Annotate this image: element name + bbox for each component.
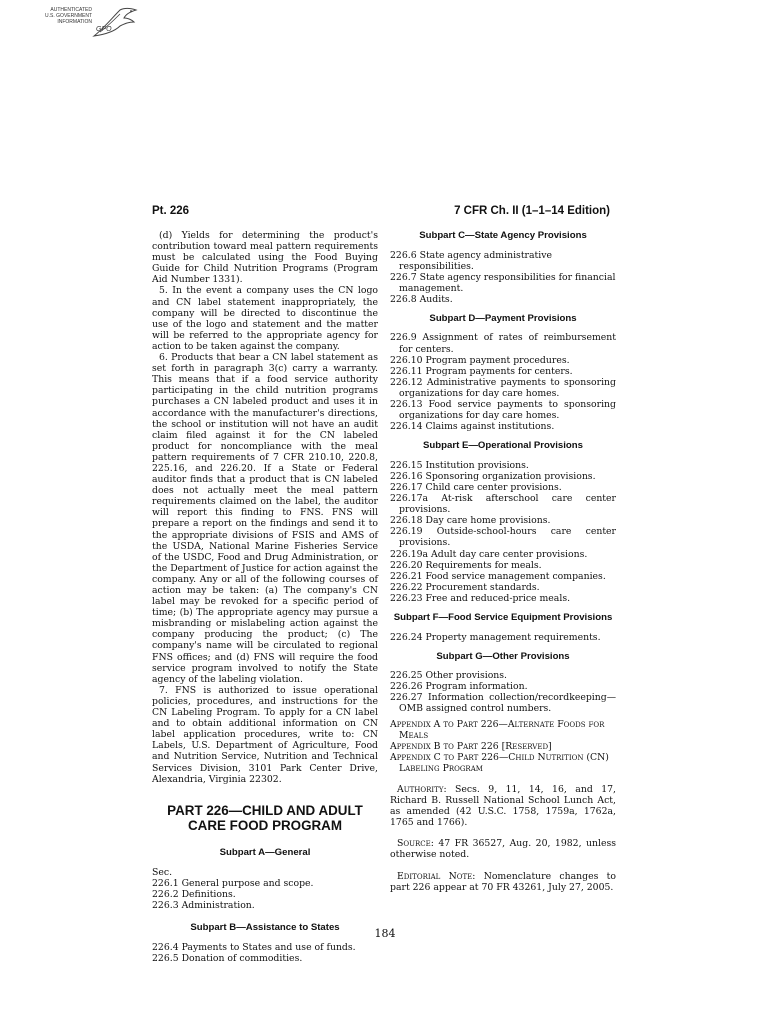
logo-line-1: AUTHENTICATED (50, 7, 92, 13)
paragraph-6: 6. Products that bear a CN label statement as set forth in paragraph 3(c) carry a warranty. This means that if a food service authority participating in the child nutrition programs purchases a CN labeled product and uses it in accordance with the manufacturer's directions, the school or institution will not have an audit claim filed against it for the CN labeled product for noncompliance with the meal pattern requirements of 7 CFR 210.10, 220.8, 225.16, and 226.20. If a State or Federal auditor finds that a product that is CN labeled does not actually meet the meal pattern requirements claimed on the label, the auditor will report this finding to FNS. FNS will prepare a report on the findings and send it to the appropriate divisions of FSIS and AMS of the USDA, National Marine Fisheries Service of the USDC, Food and Drug Administration, or the Department of Justice for action against the company. Any or all of the following courses of action may be taken: (a) The company's CN label may be revoked for a specific period of time; (b) The appropriate agency may pursue a misbranding or mislabeling action against the company producing the product; (c) The company's name will be circulated to regional FNS offices; and (d) FNS will require the food service program involved to notify the State agency of the labeling violation. (152, 352, 378, 685)
toc-item: 226.17 Child care center provisions. (390, 482, 562, 493)
part-title: PART 226—CHILD AND ADULT CARE FOOD PROGRAM (167, 802, 363, 833)
subpart-e-heading: Subpart E—Operational Provisions (423, 440, 583, 452)
paragraph-5: 5. In the event a company uses the CN logo and CN label statement inappropriately, the company will be directed to discontinue the use of the logo and statement and the matter will be referred to the appropriate agency for action to be taken against the company. (152, 285, 378, 352)
toc-item: 226.4 Payments to States and use of funds. (152, 942, 356, 954)
toc-item: 226.1 General purpose and scope. (152, 878, 314, 890)
subpart-d-heading: Subpart D—Payment Provisions (429, 312, 577, 324)
toc-item: 226.5 Donation of commodities. (152, 953, 303, 965)
subpart-g-list (390, 670, 616, 714)
appendix-item: Appendix B to Part 226 [Reserved] (390, 740, 552, 752)
subpart-a-list (152, 878, 378, 911)
editorial-lead: Editorial Note: (397, 870, 476, 882)
toc-item: 226.26 Program information. (390, 681, 528, 693)
toc-item: 226.13 Food service payments to sponsoring organizations for day care homes. (390, 399, 616, 422)
subpart-c-list (390, 250, 616, 305)
authority-lead: Authority: (397, 783, 447, 795)
authority-text: Secs. 9, 11, 14, 16, and 17, Richard B. Russell National School Lunch Act, as amended (42 U.S.C. 1758, 1759a, 1762a, 1765 and 1766). (390, 783, 616, 829)
toc-item: 226.23 Free and reduced-price meals. (390, 592, 571, 604)
toc-item: 226.11 Program payments for centers. (390, 365, 573, 377)
toc-item: 226.21 Food service management companies. (390, 570, 606, 582)
subpart-f-list (390, 632, 616, 643)
eagle-icon (90, 6, 140, 42)
toc-item: 226.20 Requirements for meals. (390, 559, 542, 571)
paragraph-7: 7. FNS is authorized to issue operational policies, procedures, and instructions for the CN Labeling Program. To apply for a CN label and to obtain additional information on CN label application procedures, write to: CN Labels, U.S. Department of Agriculture, Food and Nutrition Service, Nutrition and Technical Services Division, 3101 Park Center Drive, Alexandria, Virginia 22302. (152, 684, 378, 785)
sec-label: Sec. (152, 867, 173, 879)
toc-item: 226.19a Adult day care center provisions. (390, 548, 588, 560)
source-note (390, 838, 616, 860)
toc-item: 226.27 Information collection/recordkeeping—OMB assigned control numbers. (390, 692, 616, 715)
toc-item: 226.6 State agency administrative responsibilities. (390, 249, 553, 272)
paragraph-d: (d) Yields for determining the product's contribution toward meal pattern requirements must be calculated using the Food Buying Guide for Child Nutrition Programs (Program Aid Number 1331). (152, 230, 378, 286)
authority-note (390, 784, 616, 828)
toc-item: 226.2 Definitions. (152, 889, 236, 901)
source-text: 47 FR 36527, Aug. 20, 1982, unless otherwise noted. (390, 838, 616, 861)
toc-item: 226.22 Procurement standards. (390, 581, 540, 593)
appendix-item: Appendix C to Part 226—Child Nutrition (CN) Labeling Program (390, 751, 609, 774)
toc-item: 226.17a At-risk afterschool care center provisions. (390, 493, 616, 516)
toc-item: 226.14 Claims against institutions. (390, 421, 555, 433)
logo-line-2: U.S. GOVERNMENT (45, 13, 92, 19)
subpart-d-list (390, 332, 616, 432)
logo-line-3: INFORMATION (57, 19, 92, 25)
subpart-e-list (390, 460, 616, 604)
subpart-c-heading: Subpart C—State Agency Provisions (419, 230, 587, 241)
subpart-g-heading: Subpart G—Other Provisions (436, 650, 570, 662)
logo-gpo-text: GPO (96, 26, 112, 33)
toc-item: 226.24 Property management requirements. (390, 631, 601, 643)
toc-item: 226.19 Outside-school-hours care center provisions. (390, 526, 616, 549)
editorial-text: Nomenclature changes to part 226 appear at 70 FR 43261, July 27, 2005. (390, 870, 616, 893)
toc-item: 226.25 Other provisions. (390, 670, 508, 682)
source-lead: Source: (397, 838, 434, 850)
toc-item: 226.3 Administration. (152, 900, 255, 912)
toc-item: 226.9 Assignment of rates of reimbursement for centers. (390, 332, 616, 355)
subpart-f-heading: Subpart F—Food Service Equipment Provisions (393, 612, 613, 624)
page-header-title: 7 CFR Ch. II (1–1–14 Edition) (454, 205, 610, 217)
toc-item: 226.15 Institution provisions. (390, 459, 529, 471)
toc-item: 226.7 State agency responsibilities for financial management. (390, 271, 616, 294)
toc-item: 226.12 Administrative payments to sponsoring organizations for day care homes. (390, 376, 616, 399)
subpart-b-heading: Subpart B—Assistance to States (190, 921, 340, 933)
appendix-list (390, 719, 616, 774)
appendix-item: Appendix A to Part 226—Alternate Foods for Meals (390, 718, 605, 741)
editorial-note (390, 871, 616, 893)
toc-item: 226.8 Audits. (390, 293, 453, 305)
right-column (390, 230, 616, 893)
subpart-a-heading: Subpart A—General (219, 846, 311, 858)
page-header-part: Pt. 226 (152, 205, 190, 217)
subpart-b-list (152, 942, 378, 964)
toc-item: 226.18 Day care home provisions. (390, 515, 551, 527)
gpo-authentication-logo (30, 6, 140, 42)
toc-item: 226.10 Program payment procedures. (390, 354, 570, 366)
page-number: 184 (374, 927, 396, 940)
left-column (152, 230, 378, 964)
toc-item: 226.16 Sponsoring organization provisions. (390, 470, 596, 482)
